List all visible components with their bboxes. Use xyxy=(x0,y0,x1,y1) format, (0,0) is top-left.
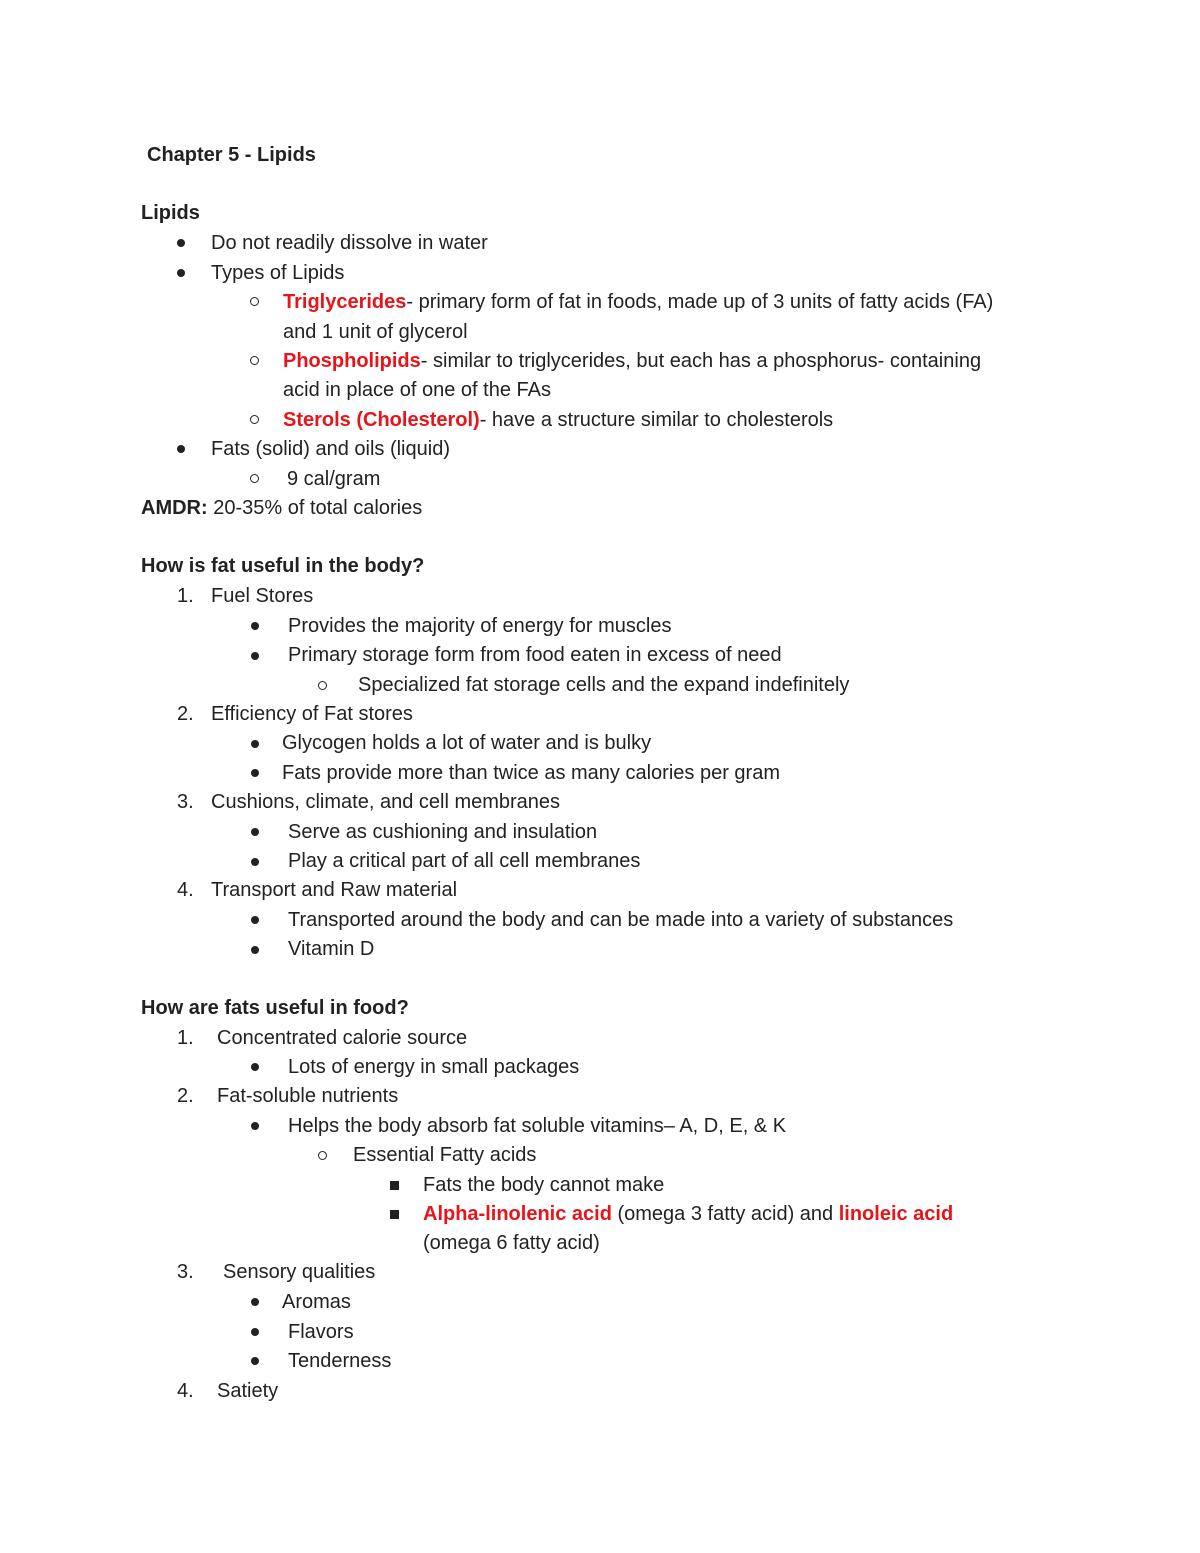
bullet-icon xyxy=(251,1357,259,1365)
list-number: 1. xyxy=(177,1027,194,1049)
list-item: Provides the majority of energy for muscles xyxy=(288,615,672,637)
list-item: Fats (solid) and oils (liquid) xyxy=(211,438,450,460)
list-item: Fats provide more than twice as many calories per gram xyxy=(282,762,780,784)
bullet-icon xyxy=(251,916,259,924)
section-heading-lipids: Lipids xyxy=(141,202,200,224)
list-item: Transported around the body and can be made into a variety of substances xyxy=(288,909,954,931)
list-number: 3. xyxy=(177,1261,194,1283)
list-number: 3. xyxy=(177,791,194,813)
list-item: Essential Fatty acids xyxy=(353,1144,537,1166)
list-item-sterols xyxy=(283,408,833,432)
hollow-bullet-icon xyxy=(250,297,259,306)
bullet-icon xyxy=(251,769,259,777)
hollow-bullet-icon xyxy=(318,1151,327,1160)
hollow-bullet-icon xyxy=(250,415,259,424)
list-item: Flavors xyxy=(288,1321,354,1343)
bullet-icon xyxy=(177,445,185,453)
bullet-icon xyxy=(251,1328,259,1336)
list-item: Fats the body cannot make xyxy=(423,1174,665,1196)
bullet-icon xyxy=(251,1298,259,1306)
list-item-triglycerides xyxy=(283,290,993,314)
list-item-continuation: acid in place of one of the FAs xyxy=(283,379,551,401)
list-item: Primary storage form from food eaten in excess of need xyxy=(288,644,782,666)
list-item: Sensory qualities xyxy=(223,1261,376,1283)
term-linoleic-acid: linoleic acid xyxy=(838,1203,954,1225)
list-item: Aromas xyxy=(282,1291,351,1313)
list-item: Vitamin D xyxy=(288,938,375,960)
list-number: 1. xyxy=(177,585,194,607)
term-phospholipids: Phospholipids xyxy=(283,350,421,372)
bullet-icon xyxy=(177,269,185,277)
hollow-bullet-icon xyxy=(318,681,327,690)
list-item: Do not readily dissolve in water xyxy=(211,232,488,254)
list-item: Serve as cushioning and insulation xyxy=(288,821,598,843)
bullet-icon xyxy=(251,1122,259,1130)
bullet-icon xyxy=(251,858,259,866)
term-triglycerides: Triglycerides xyxy=(283,291,407,313)
list-item: Efficiency of Fat stores xyxy=(211,703,413,725)
term-sterols: Sterols (Cholesterol) xyxy=(283,409,480,431)
list-item: Types of Lipids xyxy=(211,262,345,284)
term-alpha-linolenic-acid: Alpha-linolenic acid xyxy=(423,1203,612,1225)
sterols-definition: - have a structure similar to cholesterols xyxy=(479,409,834,431)
list-item-phospholipids xyxy=(283,349,981,373)
list-item-continuation: and 1 unit of glycerol xyxy=(283,321,468,343)
list-number: 4. xyxy=(177,879,194,901)
list-item: Transport and Raw material xyxy=(211,879,458,901)
hollow-bullet-icon xyxy=(250,474,259,483)
list-number: 2. xyxy=(177,1085,194,1107)
list-item: Glycogen holds a lot of water and is bulky xyxy=(282,732,652,754)
bullet-icon xyxy=(251,740,259,748)
square-bullet-icon xyxy=(390,1181,399,1190)
square-bullet-icon xyxy=(390,1210,399,1219)
bullet-icon xyxy=(251,946,259,954)
triglycerides-definition: - primary form of fat in foods, made up of 3 units of fatty acids (FA) xyxy=(406,291,994,313)
bullet-icon xyxy=(251,622,259,630)
list-item: 9 cal/gram xyxy=(287,468,381,490)
section-heading-food: How are fats useful in food? xyxy=(141,997,409,1019)
list-item: Concentrated calorie source xyxy=(217,1027,468,1049)
omega3-text: (omega 3 fatty acid) and xyxy=(611,1203,839,1225)
list-item: Tenderness xyxy=(288,1350,392,1372)
list-item: Fuel Stores xyxy=(211,585,314,607)
list-item: Specialized fat storage cells and the expand indefinitely xyxy=(358,674,850,696)
phospholipids-definition: - similar to triglycerides, but each has a phosphorus- containing xyxy=(420,350,982,372)
list-item-essential-fatty-acids xyxy=(423,1202,953,1226)
amdr-label: AMDR: xyxy=(141,497,208,519)
hollow-bullet-icon xyxy=(250,356,259,365)
amdr-line xyxy=(141,496,422,520)
list-item: Helps the body absorb fat soluble vitamins– A, D, E, & K xyxy=(288,1115,787,1137)
list-item-continuation: (omega 6 fatty acid) xyxy=(423,1232,600,1254)
page-title: Chapter 5 - Lipids xyxy=(147,144,316,166)
list-item: Play a critical part of all cell membranes xyxy=(288,850,641,872)
section-heading-body: How is fat useful in the body? xyxy=(141,555,425,577)
bullet-icon xyxy=(177,239,185,247)
list-item: Satiety xyxy=(217,1380,279,1402)
list-number: 4. xyxy=(177,1380,194,1402)
list-item: Cushions, climate, and cell membranes xyxy=(211,791,561,813)
list-item: Fat-soluble nutrients xyxy=(217,1085,399,1107)
amdr-value: 20-35% of total calories xyxy=(207,497,423,519)
bullet-icon xyxy=(251,652,259,660)
list-item: Lots of energy in small packages xyxy=(288,1056,580,1078)
bullet-icon xyxy=(251,1063,259,1071)
bullet-icon xyxy=(251,828,259,836)
list-number: 2. xyxy=(177,703,194,725)
